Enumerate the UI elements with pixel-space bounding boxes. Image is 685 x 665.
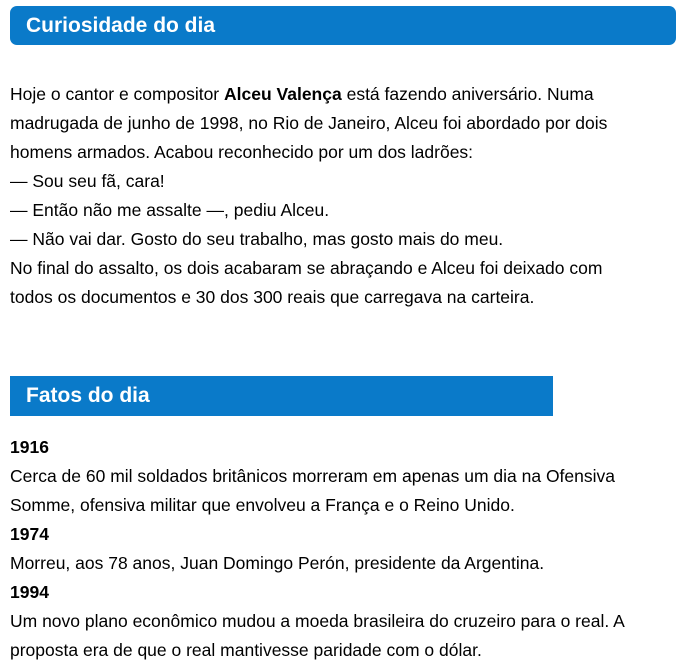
- fact-year: 1974: [10, 524, 49, 544]
- fact-year: 1994: [10, 582, 49, 602]
- curiosidade-line: madrugada de junho de 1998, no Rio de Janeiro, Alceu foi abordado por dois: [10, 113, 608, 133]
- curiosidade-line: todos os documentos e 30 dos 300 reais que carregava na carteira.: [10, 287, 535, 307]
- dialogue-line: — Então não me assalte —, pediu Alceu.: [10, 200, 330, 220]
- curiosidade-header: [10, 6, 676, 45]
- curiosidade-intro-after: está fazendo aniversário. Numa: [341, 84, 594, 104]
- curiosidade-line: homens armados. Acabou reconhecido por um dos ladrões:: [10, 142, 474, 162]
- fact-text-line: Somme, ofensiva militar que envolveu a França e o Reino Unido.: [10, 495, 515, 515]
- fatos-list: [10, 433, 680, 665]
- curiosidade-line-intro: [10, 80, 680, 109]
- dialogue-line: — Sou seu fã, cara!: [10, 171, 165, 191]
- artist-name: Alceu Valença: [224, 84, 342, 104]
- curiosidade-line: No final do assalto, os dois acabaram se abraçando e Alceu foi deixado com: [10, 258, 603, 278]
- fact-text-line: proposta era de que o real mantivesse paridade com o dólar.: [10, 640, 482, 660]
- curiosidade-body: [10, 80, 680, 312]
- fact-item: [10, 433, 680, 520]
- fatos-title: Fatos do dia: [26, 384, 150, 407]
- curiosidade-title: Curiosidade do dia: [26, 13, 216, 37]
- fact-text-line: Morreu, aos 78 anos, Juan Domingo Perón, presidente da Argentina.: [10, 553, 545, 573]
- dialogue-line: — Não vai dar. Gosto do seu trabalho, mas gosto mais do meu.: [10, 229, 504, 249]
- fact-text-line: Um novo plano econômico mudou a moeda brasileira do cruzeiro para o real. A: [10, 611, 625, 631]
- fatos-header: [10, 376, 553, 416]
- fact-item: [10, 578, 680, 665]
- fact-text-line: Cerca de 60 mil soldados britânicos morreram em apenas um dia na Ofensiva: [10, 466, 616, 486]
- curiosidade-intro-before: Hoje o cantor e compositor: [10, 84, 224, 104]
- fact-item: [10, 520, 680, 578]
- fact-year: 1916: [10, 437, 49, 457]
